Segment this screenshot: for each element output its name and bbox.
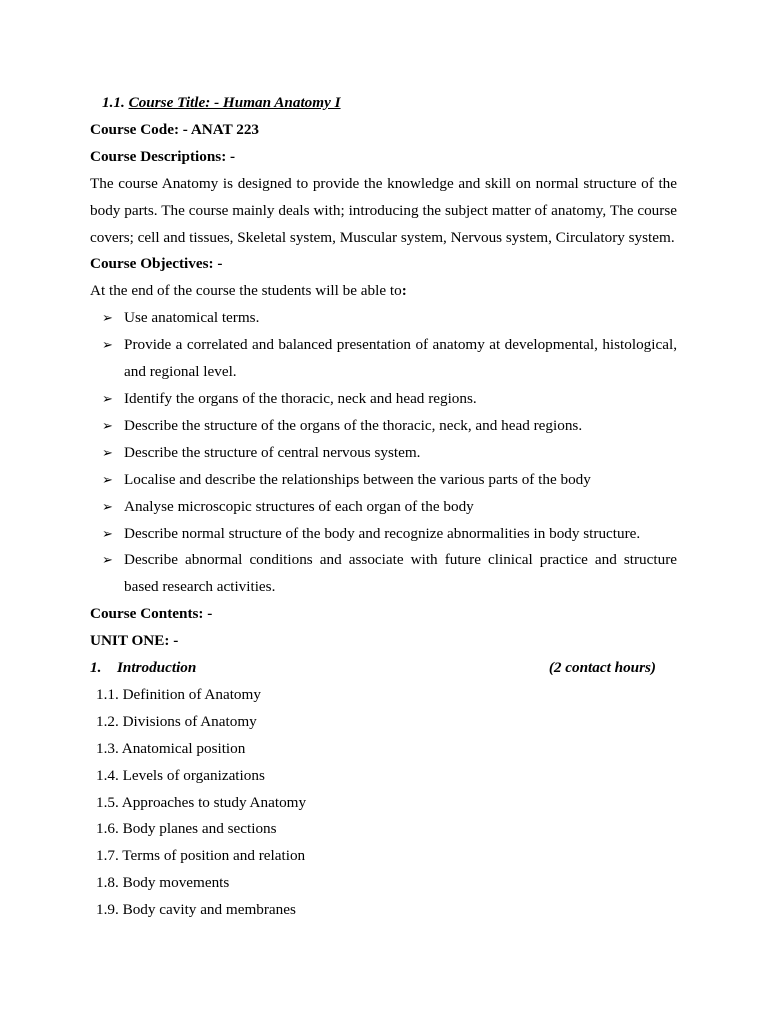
objective-text: Describe the structure of the organs of the thoracic, neck, and head regions.	[124, 416, 583, 434]
objectives-list	[90, 305, 677, 601]
arrow-bullet-icon: ➢	[102, 337, 113, 353]
list-item: 1.7. Terms of position and relation	[96, 847, 306, 865]
objectives-heading: Course Objectives: -	[90, 255, 223, 273]
list-item	[90, 440, 677, 467]
objective-text: Describe the structure of central nervous system.	[124, 443, 421, 461]
arrow-bullet-icon: ➢	[102, 310, 113, 326]
list-item	[90, 494, 677, 521]
section-number: 1.	[90, 659, 102, 677]
arrow-bullet-icon: ➢	[102, 471, 113, 487]
course-title-label: Course Title: - Human Anatomy I	[128, 94, 341, 111]
objectives-intro	[90, 278, 677, 305]
arrow-bullet-icon: ➢	[102, 498, 113, 514]
list-item: 1.2. Divisions of Anatomy	[96, 712, 257, 730]
objectives-intro-text: At the end of the course the students will be able to	[90, 282, 402, 300]
arrow-bullet-icon: ➢	[102, 444, 113, 460]
list-item	[90, 467, 677, 494]
objective-text: Describe abnormal conditions and associate with future clinical practice and structure based research activities.	[124, 551, 677, 596]
arrow-bullet-icon: ➢	[102, 525, 113, 541]
list-item	[90, 332, 677, 386]
arrow-bullet-icon: ➢	[102, 417, 113, 433]
descriptions-heading: Course Descriptions: -	[90, 147, 236, 165]
list-item: 1.8. Body movements	[96, 874, 230, 892]
objective-text: Use anatomical terms.	[124, 309, 260, 327]
list-item	[90, 305, 677, 332]
course-code: Course Code: - ANAT 223	[90, 120, 260, 138]
list-item: 1.4. Levels of organizations	[96, 766, 265, 784]
objective-text: Localise and describe the relationships between the various parts of the body	[124, 470, 591, 488]
section-title-group	[90, 655, 196, 682]
list-item	[90, 413, 677, 440]
objective-text: Identify the organs of the thoracic, neck and head regions.	[124, 389, 477, 407]
section-heading	[90, 655, 677, 682]
objective-text: Analyse microscopic structures of each organ of the body	[124, 497, 474, 515]
section-title: Introduction	[117, 659, 197, 677]
objective-text: Describe normal structure of the body and recognize abnormalities in body structure.	[124, 524, 641, 542]
list-item: 1.6. Body planes and sections	[96, 820, 277, 838]
course-title	[90, 90, 677, 117]
contents-heading: Course Contents: -	[90, 605, 213, 623]
course-title-number: 1.1.	[102, 94, 125, 111]
list-item: 1.9. Body cavity and membranes	[96, 901, 296, 919]
list-item: 1.5. Approaches to study Anatomy	[96, 793, 307, 811]
arrow-bullet-icon: ➢	[102, 390, 113, 406]
list-item	[90, 386, 677, 413]
list-item: 1.1. Definition of Anatomy	[96, 685, 261, 703]
arrow-bullet-icon: ➢	[102, 552, 113, 568]
list-item	[90, 521, 677, 548]
list-item	[90, 547, 677, 601]
document-body	[90, 90, 677, 924]
section-hours: (2 contact hours)	[548, 659, 656, 677]
objective-text: Provide a correlated and balanced presentation of anatomy at developmental, histological, and regional level.	[124, 336, 677, 381]
list-item: 1.3. Anatomical position	[96, 739, 246, 757]
unit-heading: UNIT ONE: -	[90, 632, 179, 650]
descriptions-text: The course Anatomy is designed to provide the knowledge and skill on normal structure of the body parts. The course mainly deals with; introducing the subject matter of anatomy, The course covers; cell and tissues, Skeletal system, Muscular system, Nervous system, Circulatory system.	[90, 174, 677, 246]
subtopics-list	[90, 682, 677, 924]
objectives-intro-colon: :	[401, 282, 407, 300]
